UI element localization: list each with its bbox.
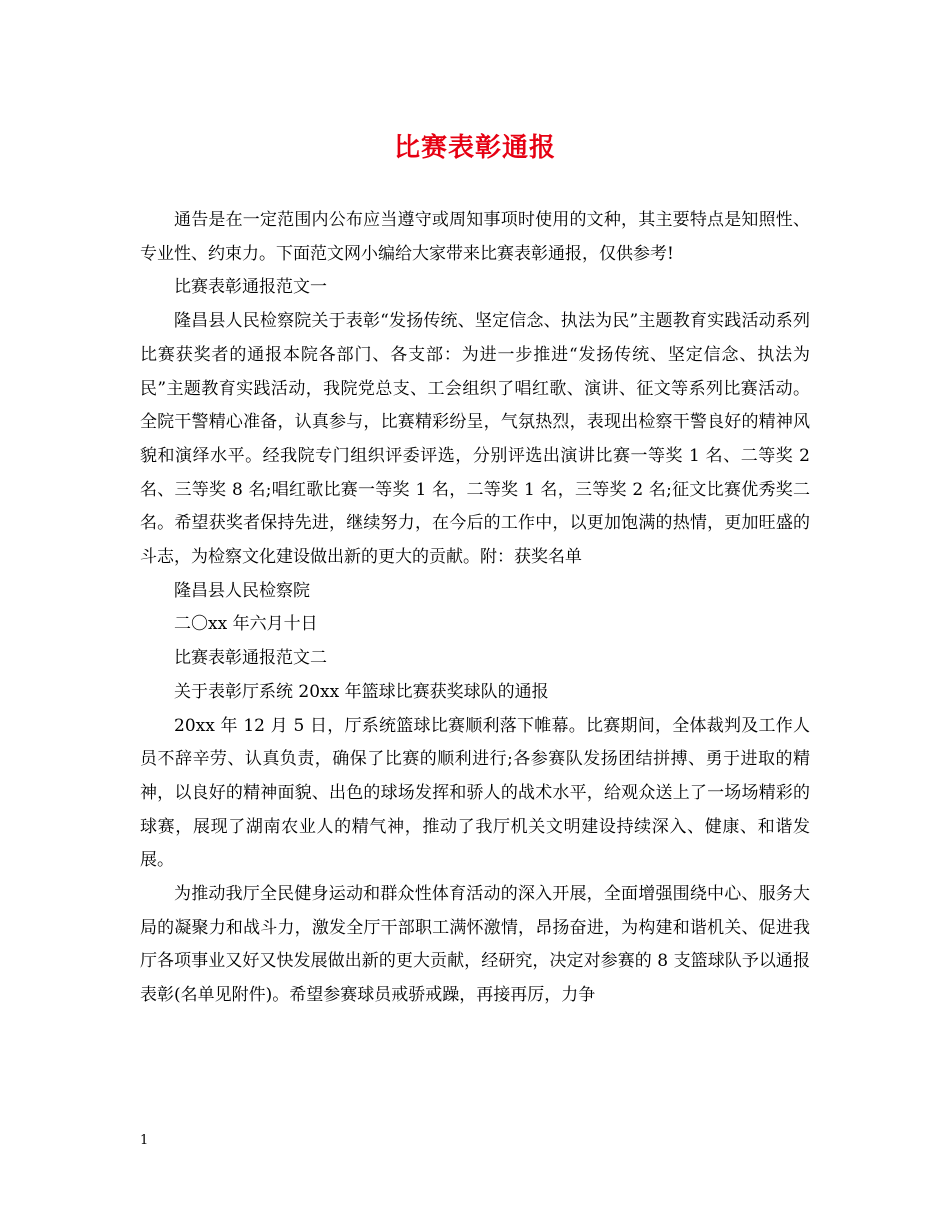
page-number: 1 — [140, 1133, 149, 1148]
sample-one-heading: 比赛表彰通报范文一 — [174, 277, 327, 298]
sample-two-heading: 比赛表彰通报范文二 — [174, 648, 327, 669]
sample-two-paragraph-1: 20xx 年 12 月 5 日，厅系统篮球比赛顺利落下帷幕。比赛期间，全体裁判及工作人员不辞辛劳、认真负责，确保了比赛的顺利进行;各参赛队发扬团结拼搏、勇于进取的精神，以良好的精神面貌、出色的球场发挥和骄人的战术水平，给观众送上了一场场精彩的球赛，展现了湖南农业人的精气神，推动了我厅机关文明建设持续深入、健康、和谐发展。 — [140, 715, 810, 871]
sample-one-date: 二〇xx 年六月十日 — [174, 614, 318, 635]
document-body — [140, 204, 810, 1013]
sample-two-subject: 关于表彰厅系统 20xx 年篮球比赛获奖球队的通报 — [174, 681, 549, 702]
intro-paragraph: 通告是在一定范围内公布应当遵守或周知事项时使用的文种，其主要特点是知照性、专业性、约束力。下面范文网小编给大家带来比赛表彰通报，仅供参考! — [140, 210, 810, 264]
sample-one-body: 隆昌县人民检察院关于表彰“发扬传统、坚定信念、执法为民”主题教育实践活动系列比赛获奖者的通报本院各部门、各支部：为进一步推进“发扬传统、坚定信念、执法为民”主题教育实践活动，我院党总支、工会组织了唱红歌、演讲、征文等系列比赛活动。全院干警精心准备，认真参与，比赛精彩纷呈，气氛热烈，表现出检察干警良好的精神风貌和演绎水平。经我院专门组织评委评选，分别评选出演讲比赛一等奖 1 名、二等奖 2 名、三等奖 8 名;唱红歌比赛一等奖 1 名，二等奖 1 名，三等奖 2 名;征文比赛优秀奖二名。希望获奖者保持先进，继续努力，在今后的工作中，以更加饱满的热情，更加旺盛的斗志，为检察文化建设做出新的更大的贡献。附：获奖名单 — [140, 311, 810, 568]
sample-one-signature: 隆昌县人民检察院 — [174, 580, 310, 601]
document-title: 比赛表彰通报 — [393, 133, 556, 163]
sample-two-paragraph-2: 为推动我厅全民健身运动和群众性体育活动的深入开展，全面增强围绕中心、服务大局的凝聚力和战斗力，激发全厅干部职工满怀激情，昂扬奋进，为构建和谐机关、促进我厅各项事业又好又快发展做出新的更大贡献，经研究，决定对参赛的 8 支篮球队予以通报表彰(名单见附件)。希望参赛球员戒骄戒躁，再接再厉，力争 — [140, 884, 810, 1006]
